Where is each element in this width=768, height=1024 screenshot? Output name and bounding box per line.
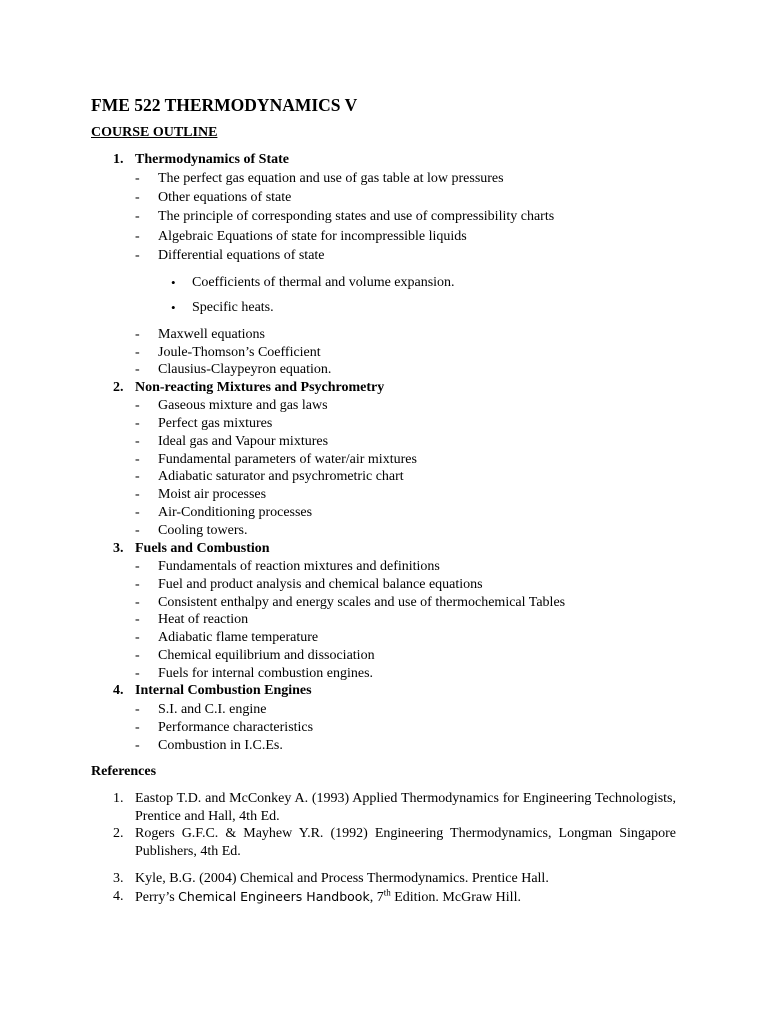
list-item: Performance characteristics: [158, 720, 314, 735]
section-number: 1.: [113, 152, 124, 167]
list-item: Consistent enthalpy and energy scales and use of thermochemical Tables: [158, 595, 566, 610]
bullet-item: Coefficients of thermal and volume expansion.: [192, 275, 455, 290]
course-outline-heading: COURSE OUTLINE: [91, 125, 218, 140]
list-item: Adiabatic flame temperature: [158, 630, 319, 645]
list-item: Perfect gas mixtures: [158, 416, 273, 431]
reference-number: 3.: [113, 871, 124, 886]
list-dash: -: [135, 327, 140, 342]
list-item: S.I. and C.I. engine: [158, 702, 267, 717]
list-dash: -: [135, 559, 140, 574]
list-dash: -: [135, 229, 140, 244]
list-item: Maxwell equations: [158, 327, 265, 342]
list-dash: -: [135, 452, 140, 467]
references-heading: References: [91, 764, 157, 779]
list-item: Clausius-Claypeyron equation.: [158, 362, 332, 377]
list-dash: -: [135, 612, 140, 627]
list-item: Gaseous mixture and gas laws: [158, 398, 328, 413]
section-number: 3.: [113, 541, 124, 556]
reference-superscript: th: [383, 887, 391, 898]
reference-item: [135, 888, 676, 907]
reference-text-part: Edition. McGraw Hill.: [390, 890, 521, 905]
list-dash: -: [135, 523, 140, 538]
list-dash: -: [135, 190, 140, 205]
list-item: Fundamental parameters of water/air mixtures: [158, 452, 417, 467]
list-item: Algebraic Equations of state for incompressible liquids: [158, 229, 467, 244]
reference-item: Kyle, B.G. (2004) Chemical and Process Thermodynamics. Prentice Hall.: [135, 871, 549, 886]
section-title: Thermodynamics of State: [135, 152, 289, 167]
list-item: Other equations of state: [158, 190, 292, 205]
bullet-icon: •: [171, 300, 176, 315]
list-item: The perfect gas equation and use of gas table at low pressures: [158, 171, 504, 186]
reference-item: Rogers G.F.C. & Mayhew Y.R. (1992) Engineering Thermodynamics, Longman Singapore Publishers, 4th Ed.: [135, 826, 676, 859]
list-dash: -: [135, 630, 140, 645]
reference-text-part: Perry’s: [135, 890, 179, 905]
list-item: Adiabatic saturator and psychrometric chart: [158, 469, 404, 484]
list-dash: -: [135, 416, 140, 431]
list-dash: -: [135, 345, 140, 360]
list-item: Moist air processes: [158, 487, 267, 502]
list-item: Fundamentals of reaction mixtures and definitions: [158, 559, 440, 574]
list-item: Fuel and product analysis and chemical balance equations: [158, 577, 483, 592]
reference-book-title: Chemical Engineers Handbook: [178, 889, 370, 904]
reference-text-part: , 7: [369, 890, 384, 905]
document-title: FME 522 THERMODYNAMICS V: [91, 95, 358, 115]
list-dash: -: [135, 505, 140, 520]
list-item: Ideal gas and Vapour mixtures: [158, 434, 329, 449]
list-dash: -: [135, 595, 140, 610]
list-item: Joule-Thomson’s Coefficient: [158, 345, 321, 360]
list-item: Heat of reaction: [158, 612, 249, 627]
list-dash: -: [135, 720, 140, 735]
section-title: Non-reacting Mixtures and Psychrometry: [135, 380, 385, 395]
list-item: Combustion in I.C.Es.: [158, 738, 283, 753]
section-number: 2.: [113, 380, 124, 395]
reference-number: 2.: [113, 826, 124, 841]
list-dash: -: [135, 362, 140, 377]
list-dash: -: [135, 398, 140, 413]
list-dash: -: [135, 487, 140, 502]
bullet-icon: •: [171, 275, 176, 290]
list-item: The principle of corresponding states and use of compressibility charts: [158, 209, 555, 224]
reference-item: Eastop T.D. and McConkey A. (1993) Applied Thermodynamics for Engineering Technologists, Prentice and Hall, 4th Ed.: [135, 791, 676, 824]
section-title: Internal Combustion Engines: [135, 683, 312, 698]
list-item: Cooling towers.: [158, 523, 248, 538]
list-item: Air-Conditioning processes: [158, 505, 313, 520]
list-dash: -: [135, 469, 140, 484]
list-dash: -: [135, 738, 140, 753]
section-number: 4.: [113, 683, 124, 698]
list-dash: -: [135, 702, 140, 717]
bullet-item: Specific heats.: [192, 300, 274, 315]
list-item: Differential equations of state: [158, 248, 325, 263]
list-dash: -: [135, 666, 140, 681]
list-dash: -: [135, 248, 140, 263]
section-title: Fuels and Combustion: [135, 541, 270, 556]
list-item: Chemical equilibrium and dissociation: [158, 648, 375, 663]
list-item: Fuels for internal combustion engines.: [158, 666, 374, 681]
list-dash: -: [135, 171, 140, 186]
list-dash: -: [135, 648, 140, 663]
list-dash: -: [135, 577, 140, 592]
list-dash: -: [135, 209, 140, 224]
reference-number: 1.: [113, 791, 124, 806]
reference-number: 4.: [113, 889, 124, 904]
list-dash: -: [135, 434, 140, 449]
